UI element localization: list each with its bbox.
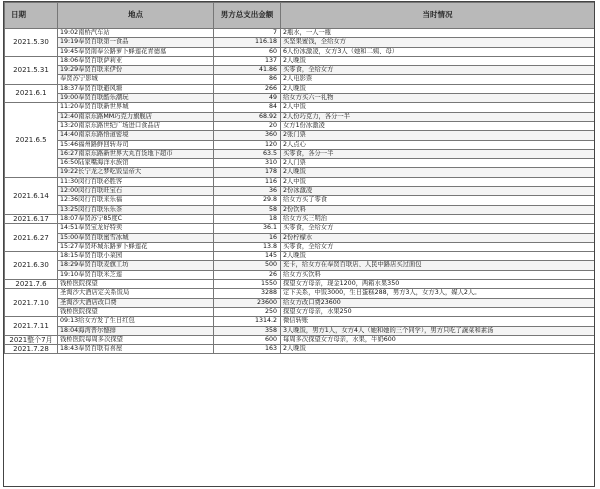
table-row <box>5 224 595 233</box>
place-cell: 18:43奉贤百联有喜屋 <box>58 345 214 354</box>
date-cell: 2021.7.10 <box>5 289 58 317</box>
amount-cell: 360 <box>214 131 281 140</box>
table-row <box>5 196 595 205</box>
date-cell: 2021.6.1 <box>5 84 58 103</box>
table-row <box>5 326 595 335</box>
amount-cell: 137 <box>214 56 281 65</box>
place-cell: 11:20奉贤百联新世界城 <box>58 103 214 112</box>
place-cell: 18:37奉贤百联避风塘 <box>58 84 214 93</box>
place-cell: 16:50陆家嘴海洋水族馆 <box>58 159 214 168</box>
date-cell: 2021.6.14 <box>5 177 58 214</box>
table-row <box>5 187 595 196</box>
situation-cell: 每周多次探望女方母亲，水果，牛奶600 <box>281 335 595 344</box>
situation-cell: 微信转账 <box>281 317 595 326</box>
situation-cell: 2人晚饭 <box>281 345 595 354</box>
place-cell: 18:29奉贤百联麦旗工坊 <box>58 261 214 270</box>
table-row <box>5 103 595 112</box>
place-cell: 钱桥医院探望 <box>58 307 214 316</box>
table-row <box>5 177 595 186</box>
table-row <box>5 29 595 38</box>
situation-cell: 2人晚饭 <box>281 252 595 261</box>
amount-cell: 500 <box>214 261 281 270</box>
amount-cell: 49 <box>214 94 281 103</box>
amount-cell: 178 <box>214 168 281 177</box>
place-cell: 12:36闵行百联来乐福 <box>58 196 214 205</box>
situation-cell: 2瓶水，一人一瓶 <box>281 29 595 38</box>
situation-cell: 给女方买了零食 <box>281 196 595 205</box>
situation-cell: 2份饮料 <box>281 205 595 214</box>
date-cell: 2021.7.28 <box>5 345 58 354</box>
amount-cell: 1550 <box>214 280 281 289</box>
table-row <box>5 75 595 84</box>
header-row <box>5 3 595 29</box>
situation-cell: 女方1份冰激凌 <box>281 121 595 130</box>
table-row <box>5 159 595 168</box>
situation-cell: 2人电影票 <box>281 75 595 84</box>
amount-cell: 60 <box>214 47 281 56</box>
date-cell: 2021.7.11 <box>5 317 58 336</box>
amount-cell: 41.86 <box>214 66 281 75</box>
table-row <box>5 307 595 316</box>
table-header <box>5 3 595 29</box>
situation-cell: 买零食，全给女方 <box>281 66 595 75</box>
place-cell: 18:04海湾普尔憾排 <box>58 326 214 335</box>
amount-cell: 266 <box>214 84 281 93</box>
date-cell: 2021.6.17 <box>5 214 58 223</box>
place-cell: 圣淘沙大酒店定关系饭局 <box>58 289 214 298</box>
situation-cell: 2人晚饭 <box>281 56 595 65</box>
amount-cell: 16 <box>214 233 281 242</box>
amount-cell: 145 <box>214 252 281 261</box>
amount-cell: 23600 <box>214 298 281 307</box>
place-cell: 18:15奉贤百联小菜园 <box>58 252 214 261</box>
date-cell: 2021.6.30 <box>5 252 58 280</box>
situation-cell: 探望女方母亲，水果250 <box>281 307 595 316</box>
date-cell: 2021.6.27 <box>5 224 58 252</box>
amount-cell: 310 <box>214 159 281 168</box>
amount-cell: 63.5 <box>214 149 281 158</box>
place-cell: 12:40南京东路MM巧克力旗舰店 <box>58 112 214 121</box>
table-row <box>5 298 595 307</box>
amount-cell: 13.8 <box>214 242 281 251</box>
table-row <box>5 289 595 298</box>
place-cell: 19:10奉贤百联米芝莲 <box>58 270 214 279</box>
situation-cell: 买零食，各分一半 <box>281 149 595 158</box>
place-cell: 19:00奉贤百联酷乐潮玩 <box>58 94 214 103</box>
situation-cell: 2人晚饭 <box>281 168 595 177</box>
table-row <box>5 335 595 344</box>
situation-cell: 2人门票 <box>281 159 595 168</box>
place-cell: 15:46福州路鲜回转寿司 <box>58 140 214 149</box>
place-cell: 18:06奉贤百联萨莉亚 <box>58 56 214 65</box>
table-row <box>5 121 595 130</box>
expense-table <box>4 2 595 354</box>
place-cell: 14:40南京东路悟道密境 <box>58 131 214 140</box>
place-cell: 12:00闵行百联旺宝石 <box>58 187 214 196</box>
amount-cell: 68.92 <box>214 112 281 121</box>
amount-cell: 116.18 <box>214 38 281 47</box>
place-cell: 09:13给女方发了生日红包 <box>58 317 214 326</box>
table-row <box>5 56 595 65</box>
table-row <box>5 270 595 279</box>
header-amount: 男方总支出金额 <box>214 3 281 29</box>
table-row <box>5 140 595 149</box>
situation-cell: 给女方买六一礼物 <box>281 94 595 103</box>
amount-cell: 84 <box>214 103 281 112</box>
table-row <box>5 205 595 214</box>
amount-cell: 18 <box>214 214 281 223</box>
place-cell: 18:07奉贤苏宁85度C <box>58 214 214 223</box>
situation-cell: 6人份冰激凌，女方3人（她和二姨、母） <box>281 47 595 56</box>
amount-cell: 600 <box>214 335 281 344</box>
header-situation: 当时情况 <box>281 3 595 29</box>
table-row <box>5 38 595 47</box>
place-cell: 15:00奉贤百联蜜雪冰城 <box>58 233 214 242</box>
amount-cell: 36 <box>214 187 281 196</box>
place-cell: 13:20南京东路世纪广场进口食品店 <box>58 121 214 130</box>
table-row <box>5 168 595 177</box>
date-cell: 2021.5.31 <box>5 56 58 84</box>
situation-cell: 2人份巧克力，各分一半 <box>281 112 595 121</box>
place-cell: 19:22长宁龙之梦吃饭皇帝大 <box>58 168 214 177</box>
situation-cell: 2人中饭 <box>281 103 595 112</box>
date-cell: 2021.6.5 <box>5 103 58 177</box>
place-cell: 15:27奉贤环城东路萝卜蜂莲花 <box>58 242 214 251</box>
table-row <box>5 252 595 261</box>
situation-cell: 买零食，全给女方 <box>281 224 595 233</box>
place-cell: 11:30闵行百联必胜客 <box>58 177 214 186</box>
amount-cell: 120 <box>214 140 281 149</box>
place-cell: 13:25闵行百联乐乐茶 <box>58 205 214 214</box>
situation-cell: 充卡，给女方在奉贤百联店、人民中路店买过面包 <box>281 261 595 270</box>
date-cell: 2021整个7月 <box>5 335 58 344</box>
place-cell: 19:29奉贤百联来伊份 <box>58 66 214 75</box>
amount-cell: 36.1 <box>214 224 281 233</box>
situation-cell: 探望女方母亲，现金1200，两箱水果350 <box>281 280 595 289</box>
amount-cell: 116 <box>214 177 281 186</box>
situation-cell: 3人晚饭，男方1人，女方4人（她和她的三个同学），男方只吃了蔬菜和素汤 <box>281 326 595 335</box>
table-row <box>5 47 595 56</box>
table-row <box>5 233 595 242</box>
amount-cell: 358 <box>214 326 281 335</box>
place-cell: 钱桥医院每周多次探望 <box>58 335 214 344</box>
place-cell: 奉贤苏宁影城 <box>58 75 214 84</box>
amount-cell: 1314.2 <box>214 317 281 326</box>
date-cell: 2021.7.6 <box>5 280 58 289</box>
amount-cell: 86 <box>214 75 281 84</box>
place-cell: 19:02南桥汽车站 <box>58 29 214 38</box>
amount-cell: 58 <box>214 205 281 214</box>
situation-cell: 给女方改口费23600 <box>281 298 595 307</box>
table-row <box>5 261 595 270</box>
header-place: 地点 <box>58 3 214 29</box>
date-cell: 2021.5.30 <box>5 29 58 57</box>
situation-cell: 2份冰激凌 <box>281 187 595 196</box>
header-date: 日期 <box>5 3 58 29</box>
situation-cell: 给女方买三明治 <box>281 214 595 223</box>
table-row <box>5 280 595 289</box>
place-cell: 钱桥医院探望 <box>58 280 214 289</box>
amount-cell: 163 <box>214 345 281 354</box>
place-cell: 14:51奉贤宝龙好特卖 <box>58 224 214 233</box>
place-cell: 19:45奉贤南奉公路萝卜蜂莲花青德墓 <box>58 47 214 56</box>
situation-cell: 2人点心 <box>281 140 595 149</box>
amount-cell: 3288 <box>214 289 281 298</box>
situation-cell: 给女方买饮料 <box>281 270 595 279</box>
expense-table-sheet <box>3 1 595 487</box>
table-row <box>5 84 595 93</box>
table-row <box>5 149 595 158</box>
table-row <box>5 112 595 121</box>
table-row <box>5 66 595 75</box>
amount-cell: 20 <box>214 121 281 130</box>
situation-cell: 买零食，全给女方 <box>281 242 595 251</box>
table-row <box>5 94 595 103</box>
table-body <box>5 29 595 354</box>
table-row <box>5 317 595 326</box>
table-row <box>5 214 595 223</box>
amount-cell: 7 <box>214 29 281 38</box>
situation-cell: 2份柠檬水 <box>281 233 595 242</box>
place-cell: 16:27南京东路新世界大丸百货地下超市 <box>58 149 214 158</box>
place-cell: 19:19奉贤百联第一食品 <box>58 38 214 47</box>
situation-cell: 买坚果蜜饯，全给女方 <box>281 38 595 47</box>
situation-cell: 2张门票 <box>281 131 595 140</box>
place-cell: 圣淘沙大酒店改口费 <box>58 298 214 307</box>
amount-cell: 26 <box>214 270 281 279</box>
table-row <box>5 345 595 354</box>
situation-cell: 2人中饭 <box>281 177 595 186</box>
table-row <box>5 242 595 251</box>
amount-cell: 29.8 <box>214 196 281 205</box>
situation-cell: 2人晚饭 <box>281 84 595 93</box>
situation-cell: 定下关系，中饭3000，生日蛋糕288，男方3人，女方3人，媒人2人。 <box>281 289 595 298</box>
amount-cell: 250 <box>214 307 281 316</box>
table-row <box>5 131 595 140</box>
